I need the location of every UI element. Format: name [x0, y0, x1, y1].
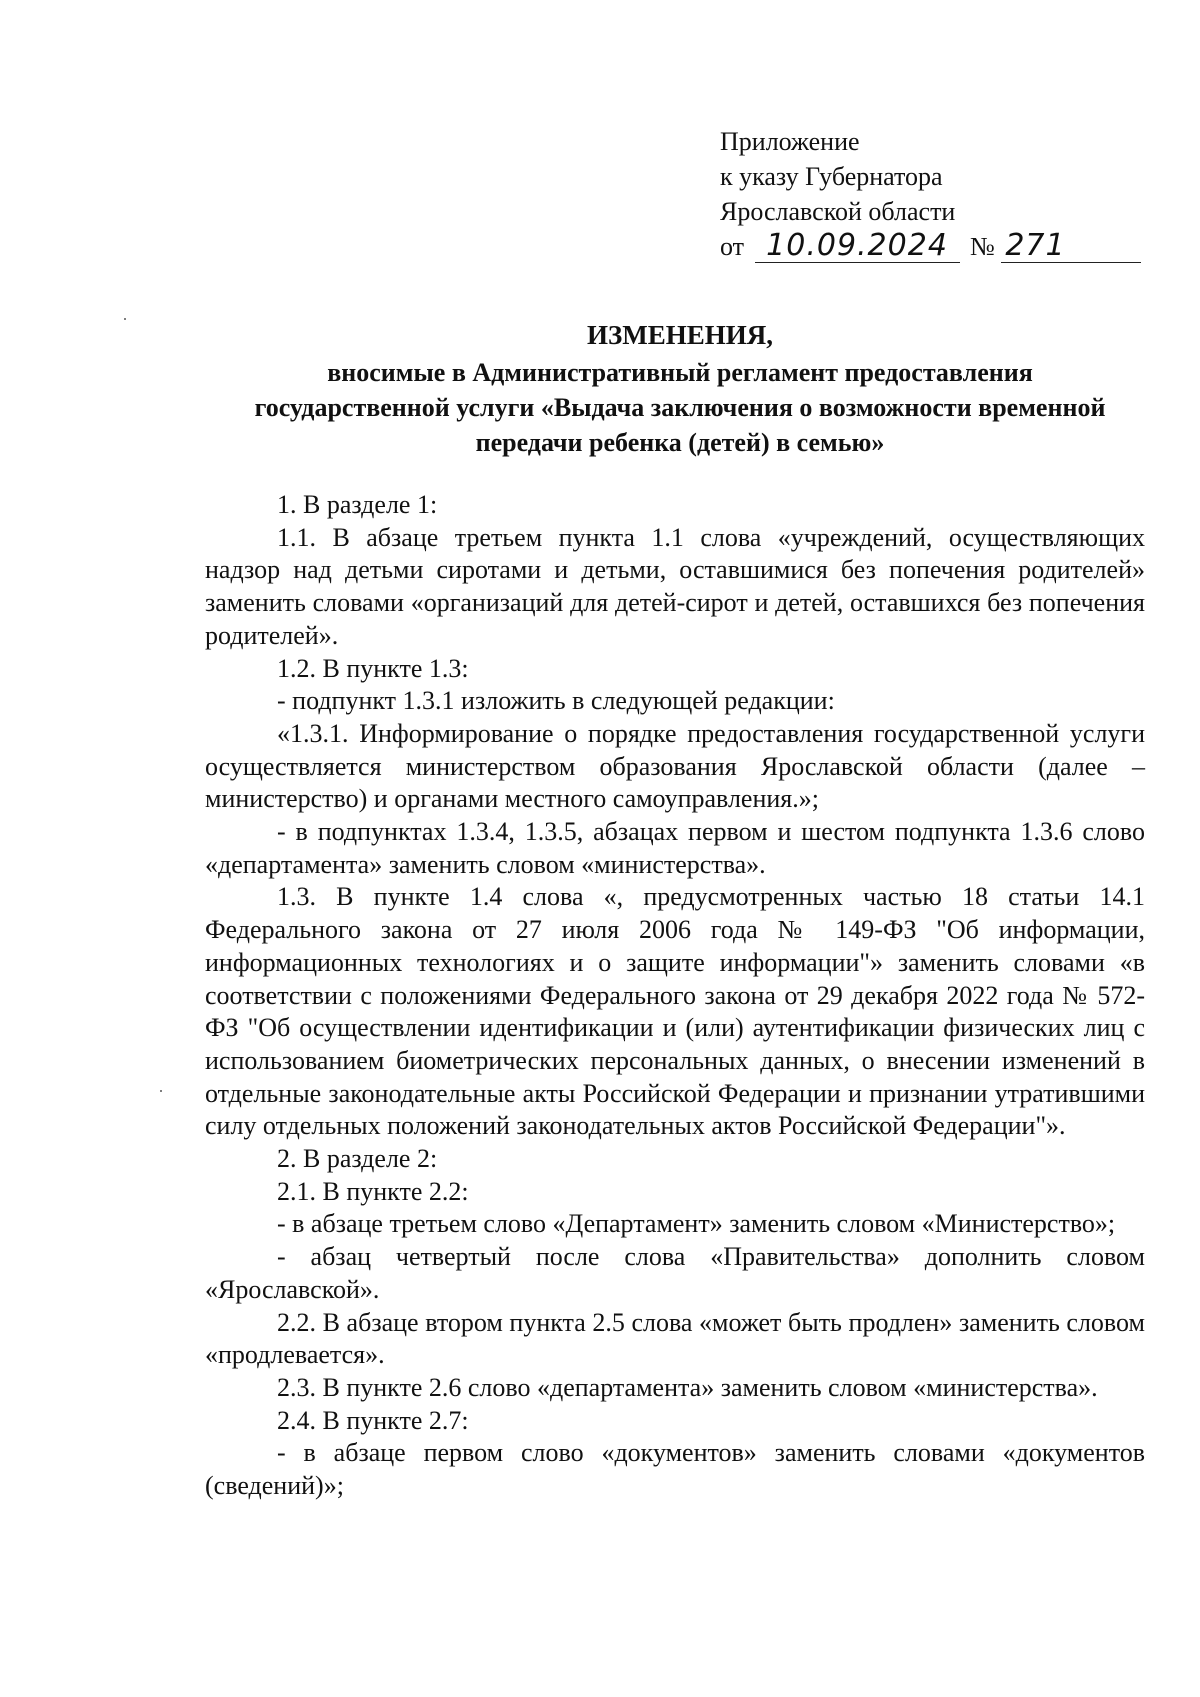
- document-title: [200, 318, 1160, 460]
- paragraph: - подпункт 1.3.1 изложить в следующей редакции:: [277, 686, 835, 716]
- paragraph: - в подпунктах 1.3.4, 1.3.5, абзацах первом и шестом подпункта 1.3.6 слово «департамента» заменить словом «министерства».: [205, 817, 1145, 879]
- paragraph: 1.3. В пункте 1.4 слова «, предусмотренных частью 18 статьи 14.1 Федерального закона от 27 июля 2006 года № 149-ФЗ "Об информации, информационных технологиях и о защите информации"» заменить словами «в соответствии с положениями Федерального закона от 29 декабря 2022 года № 572-ФЗ "Об осуществлении идентификации и (или) аутентификации физических лиц с использованием биометрических персональных данных, о внесении изменений в отдельные законодательные акты Российской Федерации и признании утратившими силу отдельных положений законодательных актов Российской Федерации"».: [205, 882, 1145, 1141]
- document-body: [205, 489, 1145, 1503]
- paragraph: «1.3.1. Информирование о порядке предоставления государственной услуги осуществляется министерством образования Ярославской области (далее – министерство) и органами местного самоуправления.»;: [205, 718, 1145, 814]
- title-main: ИЗМЕНЕНИЯ,: [586, 320, 773, 350]
- title-line-2: государственной услуги «Выдача заключения о возможности временной: [254, 393, 1106, 422]
- paragraph: 2.2. В абзаце втором пункта 2.5 слова «может быть продлен» заменить словом «продлевается».: [205, 1307, 1145, 1370]
- from-label: от: [720, 232, 745, 261]
- title-line-1: вносимые в Административный регламент предоставления: [327, 358, 1033, 387]
- appendix-line-2: к указу Губернатора: [720, 162, 943, 191]
- handwritten-number: 271: [1005, 228, 1066, 263]
- paragraph: - в абзаце первом слово «документов» заменить словами «документов (сведений)»;: [205, 1438, 1145, 1501]
- handwritten-date: 10.09.2024: [766, 228, 948, 263]
- date-field: [755, 228, 960, 263]
- paragraph: 2.1. В пункте 2.2:: [277, 1176, 469, 1206]
- paragraph: 2.4. В пункте 2.7:: [277, 1405, 469, 1435]
- appendix-date-line: [720, 229, 1141, 264]
- paragraph: 1.2. В пункте 1.3:: [277, 653, 469, 683]
- scan-speck: [160, 1090, 162, 1092]
- appendix-header: [720, 124, 1141, 264]
- paragraph: 2. В разделе 2:: [277, 1144, 438, 1174]
- scan-speck: [124, 318, 126, 320]
- number-label: №: [970, 232, 995, 261]
- paragraph: 1.1. В абзаце третьем пункта 1.1 слова «учреждений, осуществляющих надзор над детьми сиротами и детьми, оставшимися без попечения родителей» заменить словами «организаций для детей-сирот и детей, оставшихся без попечения родителей».: [205, 522, 1145, 650]
- number-field: [1001, 228, 1141, 263]
- appendix-line-1: Приложение: [720, 127, 860, 156]
- paragraph: 2.3. В пункте 2.6 слово «департамента» заменить словом «министерства».: [277, 1372, 1098, 1402]
- paragraph: - в абзаце третьем слово «Департамент» заменить словом «Министерство»;: [277, 1209, 1116, 1239]
- paragraph: 1. В разделе 1:: [277, 490, 438, 519]
- title-line-3: передачи ребенка (детей) в семью»: [475, 428, 885, 457]
- paragraph: - абзац четвертый после слова «Правительства» дополнить словом «Ярославской».: [205, 1242, 1145, 1304]
- appendix-line-3: Ярославской области: [720, 197, 956, 226]
